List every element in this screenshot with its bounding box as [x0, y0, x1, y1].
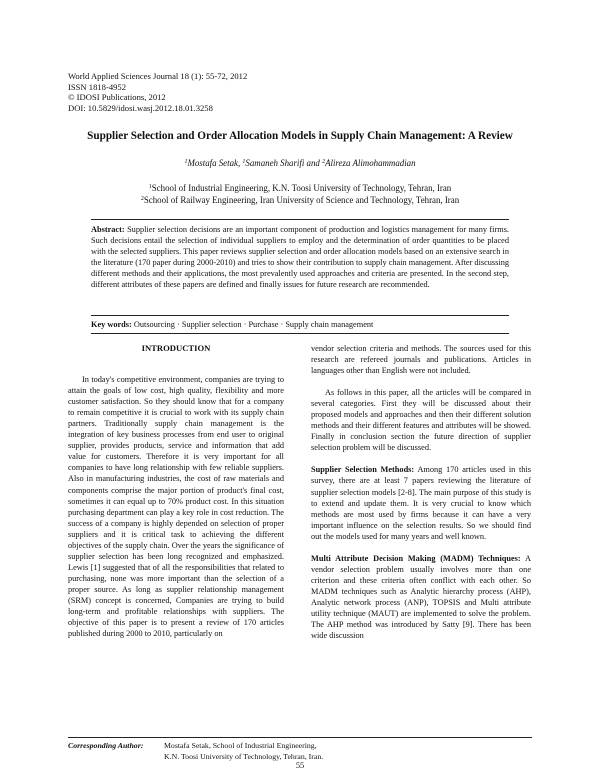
- affiliation-1-mark: 1: [148, 184, 152, 190]
- corresponding-author: [68, 741, 323, 762]
- copyright: © IDOSI Publications, 2012: [68, 92, 166, 103]
- abstract-bottom-rule: [91, 315, 509, 316]
- page-number: 55: [295, 761, 305, 770]
- journal-citation: World Applied Sciences Journal 18 (1): 55-72, 2012: [68, 71, 248, 81]
- affiliation-1-text: School of Industrial Engineering, K.N. Toosi University of Technology, Tehran, Iran: [151, 183, 452, 193]
- supplier-selection-methods-text: Among 170 articles used in this survey, there are at least 7 papers reviewing the literature of supplier selection models [2-8]. The main purpose of this study is to extend and update them. It is very crucial to know which methods are most used by firms because it can have a very important influence on the selection results. So we should find out the models used for many years and well known.: [311, 465, 531, 541]
- right-column: [311, 343, 531, 641]
- keyword-1: Outsourcing: [133, 320, 175, 329]
- affiliation-2-mark: 2: [140, 196, 144, 202]
- affiliation-1: [0, 183, 600, 193]
- author-3-affil-mark: 2: [322, 159, 326, 165]
- abstract: [91, 224, 509, 290]
- madm-section: [311, 553, 531, 641]
- author-3: Alireza Alimohammadian: [325, 158, 416, 168]
- abstract-text: Supplier selection decisions are an important component of production and logistics management for many firms. Such decisions entail the selection of individual suppliers to employ and the determination of order quantities to be placed with the selected suppliers. This paper reviews supplier selection and order allocation models based on an extensive search in the literature (170 paper during 2000-2010) and tries to show their contribution to supply chain management. After discussing different methods and their applications, the most prevalently used approaches and criteria are presented. In the second step, different attributes of these papers are defined and finally issues for future research are recommended.: [91, 225, 510, 290]
- madm-text: A vendor selection problem usually involves more than one criterion and these criteria often conflict with each other. So MADM techniques such as Analytic hierarchy process (AHP), Analytic network process (ANP), TOPSIS and Multi attribute utility technique (MAUT) are implemented to solve the problem. The AHP method was introduced by Satty [9]. There has been wide discussion: [311, 553, 531, 641]
- keywords: [91, 320, 509, 329]
- keyword-separator: ·: [280, 320, 286, 329]
- author-2: Samaneh Sharifi and: [245, 158, 320, 168]
- keyword-separator: ·: [243, 320, 249, 329]
- author-list: [0, 158, 600, 168]
- intro-paragraph-continued: vendor selection criteria and methods. The sources used for this research are refereed journals and publications. Articles in languages other than English were not included.: [311, 344, 531, 376]
- corresponding-author-label: Corresponding Author:: [68, 741, 144, 750]
- corresponding-author-line-2: K.N. Toosi University of Technology, Tehran, Iran.: [164, 751, 324, 761]
- keywords-label: Key words:: [91, 320, 132, 329]
- abstract-label: Abstract:: [91, 225, 125, 234]
- keyword-separator: ·: [176, 320, 182, 329]
- author-1-affil-mark: 1: [184, 159, 188, 165]
- madm-heading: Multi Attribute Decision Making (MADM) Techniques:: [311, 553, 521, 563]
- doi: DOI: 10.5829/idosi.wasj.2012.18.01.3258: [68, 102, 213, 113]
- keyword-3: Purchase: [248, 320, 279, 329]
- footer-rule: [68, 737, 532, 738]
- affiliation-2: [0, 195, 600, 205]
- supplier-selection-methods-section: [311, 464, 531, 541]
- affiliation-2-text: School of Railway Engineering, Iran University of Science and Technology, Tehran, Iran: [143, 195, 460, 205]
- intro-paragraph-1: In today's competitive environment, companies are trying to attain the goals of low cost, high quality, flexibility and more customer satisfaction. So they should know that for a company to remain competitive it is crucial to work with its supply chain partners. Traditionally supply chain management is the integration of key business processes from end user to original supplier, provides products, service and information that add value for customers. Therefore it is very important for all companies to have long relationship with few reliable suppliers. Also in manufacturing industries, the cost of raw materials and components comprise the major portion of product's final cost, sometimes it can equal up to 70% product cost. In this situation purchasing department can play a key role in cost reduction. The success of a company is highly depended on selection of proper suppliers and it is critical task to achieving the different objectives of the supply chain. Over the years the significance of supplier selection has been long recognized and emphasized. Lewis [1] suggested that of all the responsibilities that related to purchasing, none was more important than the selection of a proper source. As long as supplier relationship management (SRM) concept is concerned, Companies are trying to build long-term and profitable relationships with suppliers. The objective of this paper is to present a review of 170 articles published during 2000 to 2010, particularly on: [68, 375, 284, 639]
- intro-paragraph-2: As follows in this paper, all the articles will be compared in several categories. First they will be discussed about their proposed models and approaches and then their different solution methods and their different features and attributes will be showed. Finally in conclusion section the future direction of supplier selection problem will be discussed.: [311, 388, 531, 453]
- supplier-selection-methods-heading: Supplier Selection Methods:: [311, 465, 415, 475]
- journal-header: [68, 71, 247, 113]
- author-2-affil-mark: 1: [242, 159, 246, 165]
- keyword-4: Supply chain management: [285, 320, 374, 329]
- keyword-2: Supplier selection: [181, 320, 242, 329]
- author-1: Mostafa Setak,: [187, 158, 241, 168]
- abstract-top-rule: [91, 219, 509, 220]
- corresponding-author-line-1: Mostafa Setak, School of Industrial Engineering,: [164, 741, 317, 750]
- introduction-heading: INTRODUCTION: [141, 343, 211, 353]
- keywords-bottom-rule: [91, 333, 509, 334]
- paper-title: Supplier Selection and Order Allocation Models in Supply Chain Management: A Review: [87, 130, 513, 142]
- issn: ISSN 1818-4952: [68, 81, 127, 92]
- left-column: [68, 343, 284, 639]
